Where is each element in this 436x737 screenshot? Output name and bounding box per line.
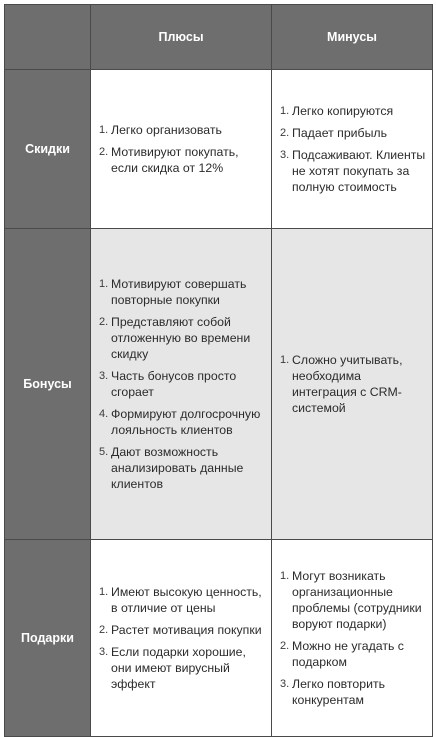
list-item: 3. Подсаживают. Клиенты не хотят покупать за полную стоимость — [280, 148, 426, 194]
header-minus: Минусы — [272, 5, 433, 70]
discounts-plus-cell — [91, 70, 272, 229]
list-item: 2. Можно не угадать с подарком — [280, 639, 404, 669]
list-item: 1. Сложно учитывать, необходима интеграция с CRM-системой — [280, 353, 403, 415]
list-item: 1. Мотивируют совершать повторные покупки — [99, 277, 247, 307]
header-row — [5, 5, 433, 70]
discounts-plus-list — [91, 122, 271, 176]
list-item: 1. Могут возникать организационные проблемы (сотрудники воруют подарки) — [280, 569, 422, 631]
row-label-discounts: Скидки — [5, 70, 91, 229]
comparison-table — [4, 4, 433, 737]
gifts-minus-cell — [272, 540, 433, 737]
list-item: 1. Имеют высокую ценность, в отличие от цены — [99, 585, 262, 615]
list-item: 1. Легко организовать — [99, 123, 222, 137]
header-plus: Плюсы — [91, 5, 272, 70]
list-item: 2. Растет мотивация покупки — [99, 623, 262, 637]
gifts-minus-list — [272, 568, 432, 708]
list-item: 2. Представляют собой отложенную во времени скидку — [99, 315, 251, 361]
bonuses-minus-cell — [272, 229, 433, 540]
bonuses-plus-list — [91, 276, 271, 492]
table-row-gifts — [5, 540, 433, 737]
row-label-gifts: Подарки — [5, 540, 91, 737]
table-row-bonuses — [5, 229, 433, 540]
list-item: 1. Легко копируются — [280, 104, 394, 118]
gifts-plus-list — [91, 584, 271, 692]
list-item: 4. Формируют долгосрочную лояльность клиентов — [99, 407, 261, 437]
gifts-plus-cell — [91, 540, 272, 737]
list-item: 2. Падает прибыль — [280, 126, 388, 140]
bonuses-plus-cell — [91, 229, 272, 540]
row-label-bonuses: Бонусы — [5, 229, 91, 540]
header-corner-cell — [5, 5, 91, 70]
list-item: 3. Если подарки хорошие, они имеют вирусный эффект — [99, 645, 246, 691]
list-item: 3. Часть бонусов просто сгорает — [99, 369, 237, 399]
list-item: 3. Легко повторить конкурентам — [280, 677, 386, 707]
bonuses-minus-list — [272, 352, 432, 416]
list-item: 2. Мотивируют покупать, если скидка от 12% — [99, 145, 239, 175]
discounts-minus-list — [272, 103, 432, 195]
discounts-minus-cell — [272, 70, 433, 229]
list-item: 5. Дают возможность анализировать данные клиентов — [99, 445, 244, 491]
table-row-discounts — [5, 70, 433, 229]
